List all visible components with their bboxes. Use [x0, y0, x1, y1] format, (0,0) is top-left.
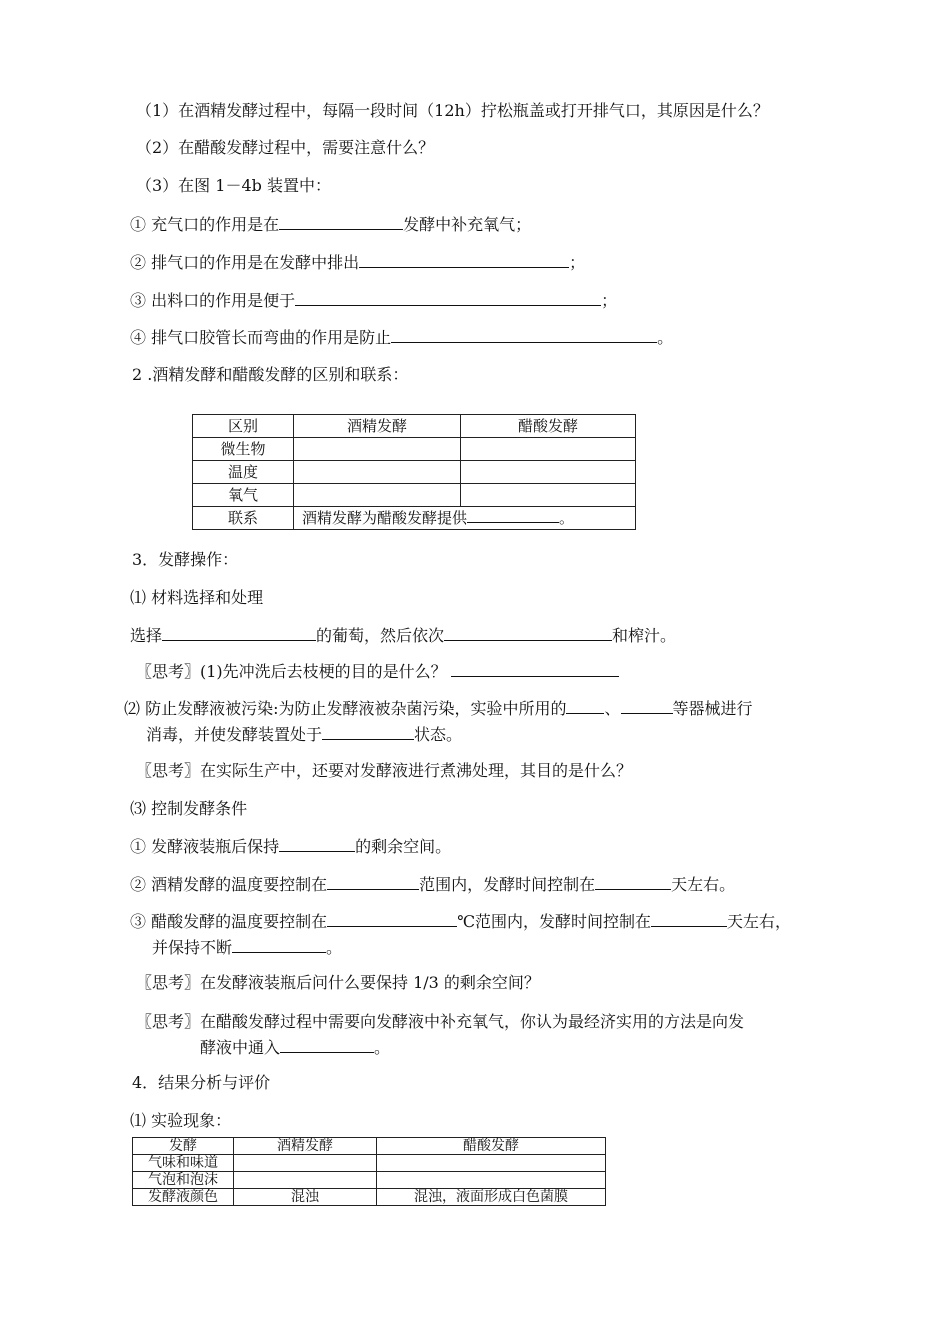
table-cell: 混浊，液面形成白色菌膜	[377, 1189, 606, 1206]
link-end: 。	[559, 509, 575, 527]
fill-line-3	[130, 289, 617, 312]
subheading-1: ⑴ 材料选择和处理	[130, 588, 264, 607]
table-cell: 混浊	[234, 1189, 377, 1206]
think-4: 〖思考〗在醋酸发酵过程中需要向发酵液中补充氧气，你认为最经济实用的方法是向发	[136, 1012, 745, 1031]
select-line	[130, 624, 676, 647]
row-label: 氧气	[193, 484, 294, 507]
table-cell[interactable]	[234, 1172, 377, 1189]
condition-2-end: 天左右。	[671, 875, 736, 894]
fill-line-1-text: ① 充气口的作用是在	[130, 215, 280, 234]
question-1: （1）在酒精发酵过程中，每隔一段时间（12h）拧松瓶盖或打开排气口，其原因是什么？	[136, 101, 769, 120]
subheading-2-text: ⑵ 防止发酵液被污染:为防止发酵液被杂菌污染，实验中所用的	[124, 699, 567, 718]
answer-blank[interactable]	[621, 697, 673, 714]
answer-blank[interactable]	[359, 251, 569, 268]
fill-line-2-end: ；	[569, 253, 586, 272]
answer-blank[interactable]	[295, 289, 601, 306]
answer-blank[interactable]	[279, 835, 355, 852]
table-header: 发酵	[133, 1138, 234, 1155]
table-row	[133, 1138, 606, 1155]
table-cell[interactable]	[294, 461, 461, 484]
link-cell	[294, 507, 636, 530]
condition-1-text: ① 发酵液装瓶后保持	[130, 837, 280, 856]
table-cell[interactable]	[234, 1155, 377, 1172]
condition-3-mid: ℃范围内，发酵时间控制在	[457, 912, 651, 931]
think-2: 〖思考〗在实际生产中，还要对发酵液进行煮沸处理，其目的是什么？	[136, 761, 633, 780]
table-cell[interactable]	[461, 484, 636, 507]
think-3: 〖思考〗在发酵液装瓶后问什么要保持 1/3 的剩余空间？	[136, 973, 540, 992]
results-table	[132, 1137, 606, 1206]
answer-blank[interactable]	[327, 910, 457, 927]
select-text: 选择	[130, 626, 163, 645]
table-row	[133, 1189, 606, 1206]
table-cell[interactable]	[294, 484, 461, 507]
condition-1-end: 的剩余空间。	[355, 837, 452, 856]
table-header: 区别	[193, 415, 294, 438]
answer-blank[interactable]	[651, 910, 727, 927]
answer-blank[interactable]	[327, 873, 419, 890]
row-label: 联系	[193, 507, 294, 530]
table-row	[193, 484, 636, 507]
table-row	[193, 461, 636, 484]
link-text: 酒精发酵为醋酸发酵提供	[302, 509, 468, 527]
think-4-cont-end: 。	[374, 1038, 391, 1057]
fill-line-2	[130, 251, 585, 274]
table-header: 醋酸发酵	[377, 1138, 606, 1155]
fill-line-4-end: 。	[657, 328, 674, 347]
fill-line-4-text: ④ 排气口胶管长而弯曲的作用是防止	[130, 328, 392, 347]
question-3: （3）在图 1－4b 装置中：	[136, 176, 331, 195]
select-text-2: 的葡萄，然后依次	[316, 626, 445, 645]
comparison-table	[192, 414, 636, 530]
condition-2	[130, 873, 735, 896]
section-4-heading: 4．结果分析与评价	[132, 1073, 271, 1092]
subheading-4: ⑴ 实验现象：	[130, 1111, 232, 1130]
row-label: 气味和味道	[133, 1155, 234, 1172]
think-1	[136, 660, 619, 683]
table-cell[interactable]	[377, 1155, 606, 1172]
question-2: （2）在醋酸发酵过程中，需要注意什么？	[136, 138, 435, 157]
condition-3	[130, 910, 791, 933]
subheading-2-sep: 、	[604, 699, 621, 718]
answer-blank[interactable]	[595, 873, 671, 890]
fill-line-2-text: ② 排气口的作用是在发酵中排出	[130, 253, 360, 272]
condition-3-end: 天左右，	[727, 912, 792, 931]
table-header: 醋酸发酵	[461, 415, 636, 438]
fill-line-3-text: ③ 出料口的作用是便于	[130, 291, 296, 310]
answer-blank[interactable]	[280, 1036, 374, 1053]
table-header: 酒精发酵	[234, 1138, 377, 1155]
subheading-3: ⑶ 控制发酵条件	[130, 799, 248, 818]
row-label: 温度	[193, 461, 294, 484]
row-label: 发酵液颜色	[133, 1189, 234, 1206]
table-row	[193, 438, 636, 461]
subheading-2	[124, 697, 753, 720]
fill-line-3-end: ；	[601, 291, 618, 310]
think-1-text: 〖思考〗(1)先冲洗后去枝梗的目的是什么？	[136, 662, 447, 681]
row-label: 微生物	[193, 438, 294, 461]
table-cell[interactable]	[294, 438, 461, 461]
subheading-2-cont	[146, 723, 462, 746]
fill-line-1	[130, 213, 531, 236]
answer-blank[interactable]	[467, 508, 559, 523]
subheading-2-end: 等器械进行	[672, 699, 753, 718]
condition-3-cont	[152, 936, 342, 959]
table-row	[133, 1155, 606, 1172]
subheading-2-cont-text: 消毒，并使发酵装置处于	[146, 725, 323, 744]
table-cell[interactable]	[377, 1172, 606, 1189]
table-row	[193, 507, 636, 530]
section-3-heading: 3．发酵操作：	[132, 550, 239, 569]
answer-blank[interactable]	[322, 723, 414, 740]
table-cell[interactable]	[461, 461, 636, 484]
think-4-cont	[200, 1036, 390, 1059]
table-cell[interactable]	[461, 438, 636, 461]
answer-blank[interactable]	[566, 697, 604, 714]
answer-blank[interactable]	[444, 624, 612, 641]
subheading-2-cont-end: 状态。	[414, 725, 463, 744]
answer-blank[interactable]	[232, 936, 326, 953]
condition-3-cont-end: 。	[326, 938, 343, 957]
think-4-cont-text: 酵液中通入	[200, 1038, 281, 1057]
table-header: 酒精发酵	[294, 415, 461, 438]
answer-blank[interactable]	[162, 624, 316, 641]
section-2-heading: 2 .酒精发酵和醋酸发酵的区别和联系：	[132, 365, 409, 384]
answer-blank[interactable]	[279, 213, 403, 230]
table-row	[193, 415, 636, 438]
condition-2-text: ② 酒精发酵的温度要控制在	[130, 875, 328, 894]
fill-line-4	[130, 326, 673, 349]
answer-blank[interactable]	[451, 660, 619, 677]
table-row	[133, 1172, 606, 1189]
answer-blank[interactable]	[391, 326, 657, 343]
condition-1	[130, 835, 451, 858]
fill-line-1-end: 发酵中补充氧气；	[403, 215, 532, 234]
row-label: 气泡和泡沫	[133, 1172, 234, 1189]
select-text-3: 和榨汁。	[612, 626, 677, 645]
condition-2-mid: 范围内，发酵时间控制在	[419, 875, 596, 894]
condition-3-text: ③ 醋酸发酵的温度要控制在	[130, 912, 328, 931]
condition-3-cont-text: 并保持不断	[152, 938, 233, 957]
